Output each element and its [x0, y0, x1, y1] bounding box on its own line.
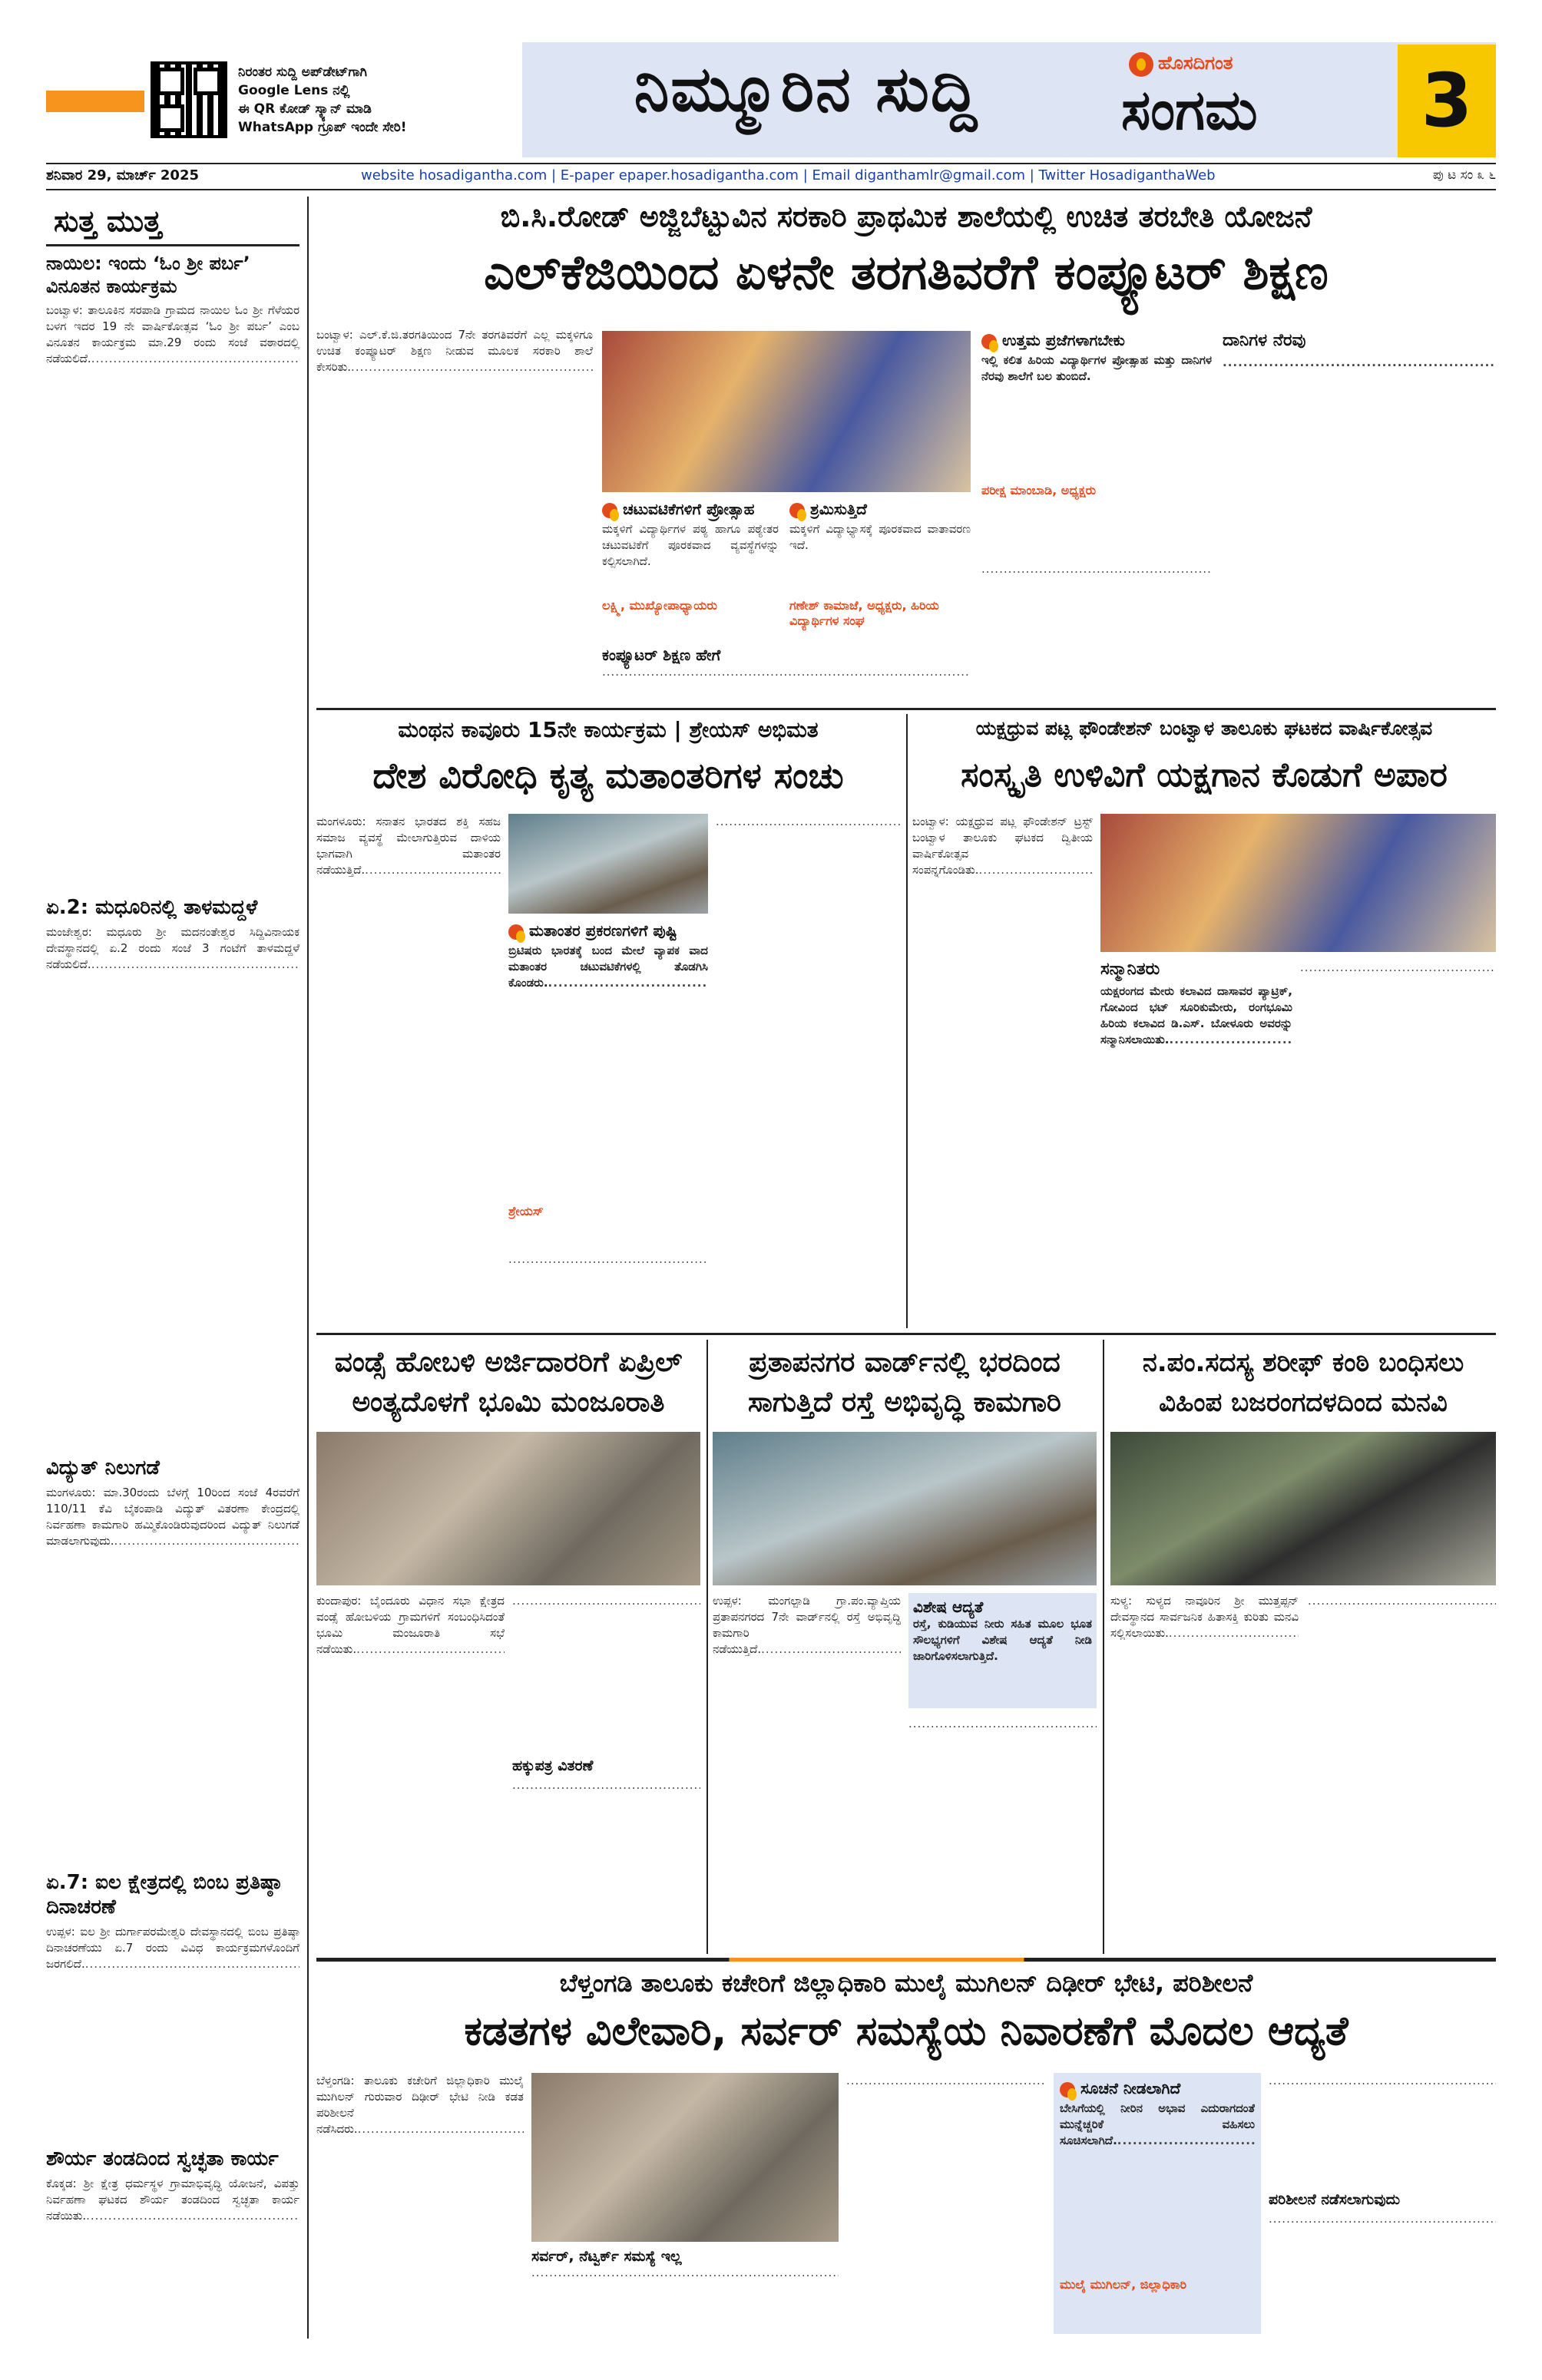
sidebar-title: ಸುತ್ತ ಮುತ್ತ [54, 204, 162, 238]
brand-small: ಹೊಸದಿಗಂತ [1158, 52, 1233, 74]
masthead [0, 0, 1542, 183]
quote-body: ಮಕ್ಕಳಿಗೆ ವಿದ್ಯಾಭ್ಯಾಸಕ್ಕೆ ಪೂರಕವಾದ ವಾತಾವರಣ ಇದೆ. [789, 522, 971, 552]
story-photo [531, 2073, 839, 2242]
sidebar [46, 197, 299, 2339]
story-column [908, 1716, 1097, 1946]
story-headline: ನ.ಪಂ.ಸದಸ್ಯ ಶರೀಫ್ ಕಂಠಿ ಬಂಧಿಸಲು ವಿಹಿಂಪ ಬಜರಂಗದಳದಿಂದ ಮನವಿ [1142, 1347, 1464, 1418]
story-column [316, 814, 501, 1321]
story-box [908, 1593, 1097, 1708]
quote-box [981, 331, 1212, 554]
box-title: ಮತಾಂತರ ಪ್ರಕರಣಗಳಿಗೆ ಪುಷ್ಟಿ [528, 921, 677, 940]
story-photo [1100, 814, 1496, 952]
story-photo [713, 1432, 1097, 1585]
paper-title: ನಿಮ್ಮೂರಿನ ಸುದ್ದಿ [634, 53, 979, 126]
story-headline: ಸಂಸ್ಕೃತಿ ಉಳಿವಿಗೆ ಯಕ್ಷಗಾನ ಕೊಡುಗೆ ಅಪಾರ [961, 755, 1448, 795]
story-box [508, 921, 708, 1244]
sidebar-article [46, 1870, 299, 2139]
quote-box [789, 500, 971, 638]
logo-icon [508, 924, 524, 940]
date-rule [46, 189, 1496, 190]
article-body [46, 924, 299, 1416]
article-heading: ಏ.2: ಮಧೂರಿನಲ್ಲಿ ತಾಳಮದ್ದಳೆ [46, 896, 258, 919]
article-lead: ಮಂಜೇಶ್ವರ: ಮಧೂರು ಶ್ರೀ ಮದನಂತೇಶ್ವರ ಸಿದ್ದಿವಿನಾಯಕ ದೇವಸ್ಥಾನದಲ್ಲಿ ಏ.2 ರಂದು ಸಂಜೆ 3 ಗಂಟೆಗೆ ತಾಳಮದ್ದಳೆ ನಡೆಯಲಿದೆ. [46, 925, 299, 971]
story-column [1269, 2073, 1496, 2334]
story-photo [1110, 1432, 1496, 1585]
article-body [46, 1485, 299, 1853]
box-title: ಸನ್ಮಾನಿತರು [1100, 960, 1160, 979]
logo-icon [602, 503, 617, 518]
quote-title: ಉತ್ತಮ ಪ್ರಜೆಗಳಾಗಬೇಕು [1001, 331, 1125, 349]
article-body [46, 1924, 299, 2131]
article-lead: ಮಂಗಳೂರು: ಮಾ.30ರಂದು ಬೆಳಗ್ಗೆ 10ರಿಂದ ಸಂಜೆ 4ರವರೆಗೆ 110/11 ಕೆವಿ ಬೈಕಂಪಾಡಿ ವಿದ್ಯುತ್ ವಿತರಣಾ ಕೇಂದ್ರದಲ್ಲಿ ನಿರ್ವಹಣಾ ಕಾಮಗಾರಿ ಹಮ್ಮಿಕೊಂಡಿರುವುದರಿಂದ ವಿದ್ಯುತ್ ನಿಲುಗಡೆ ಮಾಡಲಾಗುವುದು. [46, 1486, 299, 1548]
row3-story [713, 1340, 1097, 1954]
story-column [1308, 1593, 1496, 1946]
lead-column [316, 327, 593, 696]
story-column [512, 1593, 700, 1946]
sidebar-article [46, 895, 299, 1448]
story-kicker: ಬೆಳ್ತಂಗಡಿ ತಾಲೂಕು ಕಚೇರಿಗೆ ಜಿಲ್ಲಾಧಿಕಾರಿ ಮುಲೈ ಮುಗಿಲನ್ ದಿಢೀರ್ ಭೇಟಿ, ಪರಿಶೀಲನೆ [559, 1968, 1253, 1998]
brand-name: ಸಂಗಮ [1121, 78, 1258, 142]
column-divider [906, 714, 908, 1328]
article-heading: ವಿದ್ಯುತ್ ನಿಲುಗಡೆ [46, 1456, 160, 1479]
box-author: ಶ್ರೇಯಸ್ [508, 1204, 544, 1218]
logo-icon [1060, 2082, 1075, 2097]
story-box [1054, 2073, 1261, 2334]
sidebox-title: ದಾನಿಗಳ ನೆರವು [1223, 331, 1306, 350]
column-divider [706, 1340, 708, 1954]
row3-story [1110, 1340, 1496, 1954]
box-body: ಬ್ರಿಟಿಷರು ಭಾರತಕ್ಕೆ ಬಂದ ಮೇಲೆ ವ್ಯಾಪಕ ವಾದ ಮತಾಂತರ ಚಟುವಟಿಕೆಗಳಲ್ಲಿ ತೊಡಗಿಸಿ ಕೊಂಡರು. ..... [508, 943, 708, 1204]
qr-note-line: WhatsApp ಗ್ರೂಪ್ ಇಂದೇ ಸೇರಿ! [238, 120, 407, 135]
story-kicker: ಮಂಥನ ಕಾವೂರು 15ನೇ ಕಾರ್ಯಕ್ರಮ | ಶ್ರೇಯಸ್ ಅಭಿಮತ [398, 717, 819, 742]
story-column [716, 814, 900, 1321]
quote-author: ಲಕ್ಷ್ಮಿ, ಮುಖ್ಯೋಪಾಧ್ಯಾಯರು [602, 598, 717, 613]
lead-story [316, 197, 1496, 703]
sidebar-article [46, 2147, 299, 2339]
brand-block [1106, 45, 1496, 157]
section-rule [316, 708, 1496, 710]
contact-line[interactable]: website hosadigantha.com | E-paper epaper.hosadigantha.com | Email diganthamlr@gmail.com | Twitter HosadiganthaWeb [361, 167, 1216, 183]
box-body: ರಸ್ತೆ, ಕುಡಿಯುವ ನೀರು ಸಹಿತ ಮೂಲ ಭೂತ ಸೌಲಭ್ಯಗಳಿಗೆ ವಿಶೇಷ ಆದ್ಯತೆ ನೀಡಿ ಜಾರಿಗೊಳಿಸಲಾಗುತ್ತಿದೆ. [913, 1617, 1092, 1663]
story-column [316, 1593, 505, 1946]
article-lead: ಉಪ್ಪಳ: ಐಲ ಶ್ರೀ ದುರ್ಗಾಪರಮೇಶ್ವರಿ ದೇವಸ್ಥಾನದಲ್ಲಿ ಬಿಂಬ ಪ್ರತಿಷ್ಠಾ ದಿನಾಚರಣೆಯು ಏ.7 ರಂದು ವಿವಿಧ ಕಾರ್ಯಕ್ರಮಗಳೊಂದಿಗೆ ಜರಗಲಿದೆ. [46, 1925, 299, 1971]
qr-note-line: ನಿರಂತರ ಸುದ್ದಿ ಅಪ್‌ಡೇಟ್‌ಗಾಗಿ [238, 64, 367, 80]
story-column [713, 1593, 901, 1946]
date-line: ಶನಿವಾರ 29, ಮಾರ್ಚ್ 2025 [46, 167, 200, 183]
quote-body: ಇಲ್ಲಿ ಕಲಿತ ಹಿರಿಯ ವಿದ್ಯಾರ್ಥಿಗಳ ಪ್ರೋತ್ಸಾಹ ಮತ್ತು ದಾನಿಗಳ ನೆರವು ಶಾಲೆಗೆ ಬಲ ತುಂಬಿದೆ. [981, 353, 1212, 383]
lead-kicker: ಬಿ.ಸಿ.ರೋಡ್ ಅಜ್ಜಿಬೆಟ್ಟುವಿನ ಸರಕಾರಿ ಪ್ರಾಥಮಿಕ ಶಾಲೆಯಲ್ಲಿ ಉಚಿತ ತರಬೇತಿ ಯೋಜನೆ [500, 200, 1312, 233]
qr-note-line: ಈ QR ಕೋಡ್ ಸ್ಕ್ಯಾನ್ ಮಾಡಿ [238, 101, 372, 117]
box-title: ವಿಶೇಷ ಆದ್ಯತೆ [913, 1598, 984, 1616]
story-lead: ಉಪ್ಪಳ: ಮಂಗಲ್ಪಾಡಿ ಗ್ರಾ.ಪಂ.ವ್ಯಾಪ್ತಿಯ ಪ್ರತಾಪನಗರದ 7ನೇ ವಾರ್ಡ್‌ನಲ್ಲಿ ರಸ್ತೆ ಅಭಿವೃದ್ಧಿ ಕಾಮಗಾರಿ ನಡೆಯುತ್ತಿದೆ. [713, 1594, 901, 1656]
story-lead: ಬೆಳ್ತಂಗಡಿ: ತಾಲೂಕು ಕಚೇರಿಗೆ ಜಿಲ್ಲಾಧಿಕಾರಿ ಮುಲೈ ಮುಗಿಲನ್ ಗುರುವಾರ ದಿಢೀರ್ ಭೇಟಿ ನೀಡಿ ಕಡತ ಪರಿಶೀಲನೆ ನಡೆಸಿದರು. [316, 2074, 524, 2136]
story-subhead: ಹಕ್ಕುಪತ್ರ ವಿತರಣೆ [512, 1757, 594, 1774]
story-photo [508, 814, 708, 914]
story-column [1110, 1593, 1299, 1946]
story-column [316, 2073, 524, 2334]
section-rule [316, 1333, 1496, 1335]
article-lead: ಕೊಕ್ಕಡ: ಶ್ರೀ ಕ್ಷೇತ್ರ ಧರ್ಮಸ್ಥಳ ಗ್ರಾಮಾಭಿವೃದ್ಧಿ ಯೋಜನೆ, ವಿಪತ್ತು ನಿರ್ವಹಣಾ ಘಟಕದ ಶೌರ್ಯ ತಂಡದಿಂದ ಸ್ವಚ್ಛತಾ ಕಾರ್ಯ ನಡೆಯಿತು. [46, 2177, 299, 2223]
quote-title: ಶ್ರಮಿಸುತ್ತಿದೆ [809, 500, 867, 518]
story-lead: ಕುಂದಾಪುರ: ಬೈಂದೂರು ವಿಧಾನ ಸಭಾ ಕ್ಷೇತ್ರದ ವಂಡ್ಸೆ ಹೋಬಳಿಯ ಗ್ರಾಮಗಳಿಗೆ ಸಂಬಂಧಿಸಿದಂತೆ ಭೂಮಿ ಮಂಜೂರಾತಿ ಸಭೆ ನಡೆಯಿತು. [316, 1594, 505, 1656]
quote-box [602, 500, 779, 638]
lead-headline: ಎಲ್‌ಕೆಜಿಯಿಂದ ಏಳನೇ ತರಗತಿವರೆಗೆ ಕಂಪ್ಯೂಟರ್ ಶಿಕ್ಷಣ [484, 244, 1329, 300]
photo-caption [602, 646, 971, 692]
sidebar-divider [307, 197, 309, 2339]
page-number: 3 [1398, 45, 1496, 157]
story-left-mid [316, 714, 900, 1328]
story-column [846, 2073, 1046, 2334]
orange-tab [46, 91, 144, 112]
story-photo [316, 1432, 700, 1585]
story-kicker: ಯಕ್ಷಧ್ರುವ ಪಟ್ಲ ಫೌಂಡೇಶನ್ ಬಂಟ್ವಾಳ ತಾಲೂಕು ಘಟಕದ ವಾರ್ಷಿಕೋತ್ಸವ [975, 717, 1433, 739]
box-author: ಮುಲೈ ಮುಗಿಲನ್, ಜಿಲ್ಲಾಧಿಕಾರಿ [1060, 2277, 1187, 2292]
story-box [1100, 960, 1292, 1321]
article-lead: ಬಂಟ್ವಾಳ: ತಾಲೂಕಿನ ಸರಪಾಡಿ ಗ್ರಾಮದ ನಾಯಿಲ ಓಂ ಶ್ರೀ ಗೆಳೆಯರ ಬಳಗ ಇದರ 19 ನೇ ವಾರ್ಷಿಕೋತ್ಸವ ‘ಓಂ ಶ್ರೀ ಪರ್ಬ’ ಎಂಬ ವಿನೂತನ ಕಾರ್ಯಕ್ರಮ ಮಾ.29 ರಂದು ಸಂಜೆ ವಠಾರದಲ್ಲಿ ನಡೆಯಲಿದೆ. [46, 303, 299, 365]
story-column [912, 814, 1093, 1321]
qr-note-line: Google Lens ನಲ್ಲಿ [238, 83, 350, 98]
story-lead: ಬಂಟ್ವಾಳ: ಯಕ್ಷಧ್ರುವ ಪಟ್ಲ ಫೌಂಡೇಶನ್ ಟ್ರಸ್ಟ್ ಬಂಟ್ವಾಳ ತಾಲೂಕು ಘಟಕದ ದ್ವಿತೀಯ ವಾರ್ಷಿಕೋತ್ಸವ ಸಂಪನ್ನಗೊಂಡಿತು. [912, 815, 1093, 877]
story-headline: ವಂಡ್ಸೆ ಹೋಬಳಿ ಅರ್ಜಿದಾರರಿಗೆ ಏಪ್ರಿಲ್ ಅಂತ್ಯದೊಳಗೆ ಭೂಮಿ ಮಂಜೂರಾತಿ [334, 1347, 683, 1418]
logo-icon [981, 334, 997, 349]
sidebar-article [46, 1456, 299, 1863]
article-heading: ನಾಯಿಲ: ಇಂದು ‘ಓಂ ಶ್ರೀ ಪರ್ಬ’ ವಿನೂತನ ಕಾರ್ಯಕ್ರಮ [46, 253, 250, 297]
story-lead: ಮಂಗಳೂರು: ಸನಾತನ ಭಾರತದ ಶಕ್ತಿ ಸಹಜ ಸಮಾಜ ವ್ಯವಸ್ಥೆ ಮೇಲಾಗುತ್ತಿರುವ ದಾಳಿಯ ಭಾಗವಾಗಿ ಮತಾಂತರ ನಡೆಯುತ್ತಿದೆ. [316, 815, 501, 877]
article-heading: ಶೌರ್ಯ ತಂಡದಿಂದ ಸ್ವಚ್ಛತಾ ಕಾರ್ಯ [46, 2147, 279, 2170]
sidebar-title-rule [46, 244, 299, 246]
colored-rule [316, 1958, 1496, 1962]
lead-column-2 [981, 561, 1212, 696]
article-heading: ಏ.7: ಐಲ ಕ್ಷೇತ್ರದಲ್ಲಿ ಬಿಂಬ ಪ್ರತಿಷ್ಠಾ ದಿನಾಚರಣೆ [46, 1871, 281, 1919]
story-headline: ಕಡತಗಳ ವಿಲೇವಾರಿ, ಸರ್ವರ್ ಸಮಸ್ಯೆಯ ನಿವಾರಣೆಗೆ ಮೊದಲ ಆದ್ಯತೆ [464, 2008, 1348, 2054]
lead-text: ಬಂಟ್ವಾಳ: ಎಲ್.ಕೆ.ಜಿ.ತರಗತಿಯಿಂದ 7ನೇ ತರಗತಿವರೆಗೆ ಎಲ್ಲ ಮಕ್ಕಳಿಗೂ ಉಚಿತ ಕಂಪ್ಯೂಟರ್ ಶಿಕ್ಷಣ ನೀಡುವ ಮೂಲಕ ಸರಕಾರಿ ಶಾಲೆ ಕೇಸರಿತು. [316, 328, 593, 374]
quote-body: ಮಕ್ಕಳಿಗೆ ವಿದ್ಯಾರ್ಥಿಗಳ ಪಠ್ಯ ಹಾಗೂ ಪಠ್ಯೇತರ ಚಟುವಟಿಕೆಗೆ ಪೂರಕವಾದ ವ್ಯವಸ್ಥೆಗಳನ್ನು ಕಲ್ಪಿಸಲಾಗಿದೆ. [602, 522, 779, 568]
quote-title: ಚಟುವಟಿಕೆಗಳಿಗೆ ಪ್ರೋತ್ಸಾಹ [622, 500, 755, 518]
story-lead: ಸುಳ್ಯ: ಸುಳ್ಯದ ನಾವೂರಿನ ಶ್ರೀ ಮುತ್ತಪ್ಪನ್ ದೇವಸ್ಥಾನದ ಸಾರ್ವಜನಿಕ ಹಿತಾಸಕ್ತಿ ಕುರಿತು ಮನವಿ ಸಲ್ಲಿಸಲಾಯಿತು. [1110, 1594, 1299, 1640]
qr-code[interactable] [151, 61, 227, 138]
bottom-story [316, 1965, 1496, 2338]
quote-author: ಗಣೇಶ್ ಕಾಮಾಜೆ, ಅಧ್ಯಕ್ಷರು, ಹಿರಿಯ ವಿದ್ಯಾರ್ಥಿಗಳ ಸಂಘ [789, 598, 939, 628]
caption-text: ಕಂಪ್ಯೂಟರ್ ಶಿಕ್ಷಣ ಹೇಗೆ [602, 646, 721, 664]
story-subhead: ಪರಿಶೀಲನೆ ನಡೆಸಲಾಗುವುದು [1269, 2191, 1401, 2208]
masthead-rule [46, 163, 1496, 164]
article-body [46, 302, 299, 863]
story-column [1300, 960, 1496, 1321]
qr-note [238, 63, 491, 137]
story-headline: ದೇಶ ವಿರೋಧಿ ಕೃತ್ಯ ಮತಾಂತರಿಗಳ ಸಂಚು [372, 755, 844, 796]
story-column [508, 1251, 708, 1321]
box-body: ಯಕ್ಷರಂಗದ ಮೇರು ಕಲಾವಿದ ದಾಸಾವರ ಪ್ಯಾಟ್ರಿಕ್, ಗೋವಿಂದ ಭಟ್ ಸೂರಿಕುಮೇರು, ರಂಗಭೂಮಿ ಹಿರಿಯ ಕಲಾವಿದ ಡಿ.ಎಸ್. ಬೋಳೂರು ಅವರನ್ನು ಸನ್ಮಾನಿಸಲಾಯಿತು. ..... [1100, 983, 1292, 1306]
caption-text: ಸರ್ವರ್, ನೆಟ್ವರ್ಕ್ ಸಮಸ್ಯೆ ಇಲ್ಲ [531, 2248, 682, 2265]
lead-photo [602, 331, 971, 492]
story-right-mid [912, 714, 1496, 1328]
sidebox [1223, 331, 1496, 696]
logo-icon [789, 503, 805, 518]
photo-caption [531, 2248, 839, 2332]
box-title: ಸೂಚನೆ ನೀಡಲಾಗಿದೆ [1080, 2079, 1181, 2097]
sidebar-article [46, 252, 299, 889]
quote-author: ಪರೀಕ್ಷ ಮಾಂಬಾಡಿ, ಅಧ್ಯಕ್ಷರು [981, 483, 1097, 497]
column-divider [1103, 1340, 1104, 1954]
box-body: ಬೇಸಿಗೆಯಲ್ಲಿ ನೀರಿನ ಅಭಾವ ಎದುರಾಗದಂತೆ ಮುನ್ನೆಚ್ಚರಿಕೆ ವಹಿಸಲು ಸೂಚಿಸಲಾಗಿದೆ. ..... [1060, 2101, 1255, 2277]
story-headline: ಪ್ರತಾಪನಗರ ವಾರ್ಡ್‌ನಲ್ಲಿ ಭರದಿಂದ ಸಾಗುತ್ತಿದೆ ರಸ್ತೆ ಅಭಿವೃದ್ಧಿ ಕಾಮಗಾರಿ [748, 1347, 1061, 1418]
edition-code: ಪು ಟ ಸಂ ೩ ೬ [1432, 167, 1496, 183]
article-body [46, 2176, 299, 2310]
row3-story [316, 1340, 700, 1954]
